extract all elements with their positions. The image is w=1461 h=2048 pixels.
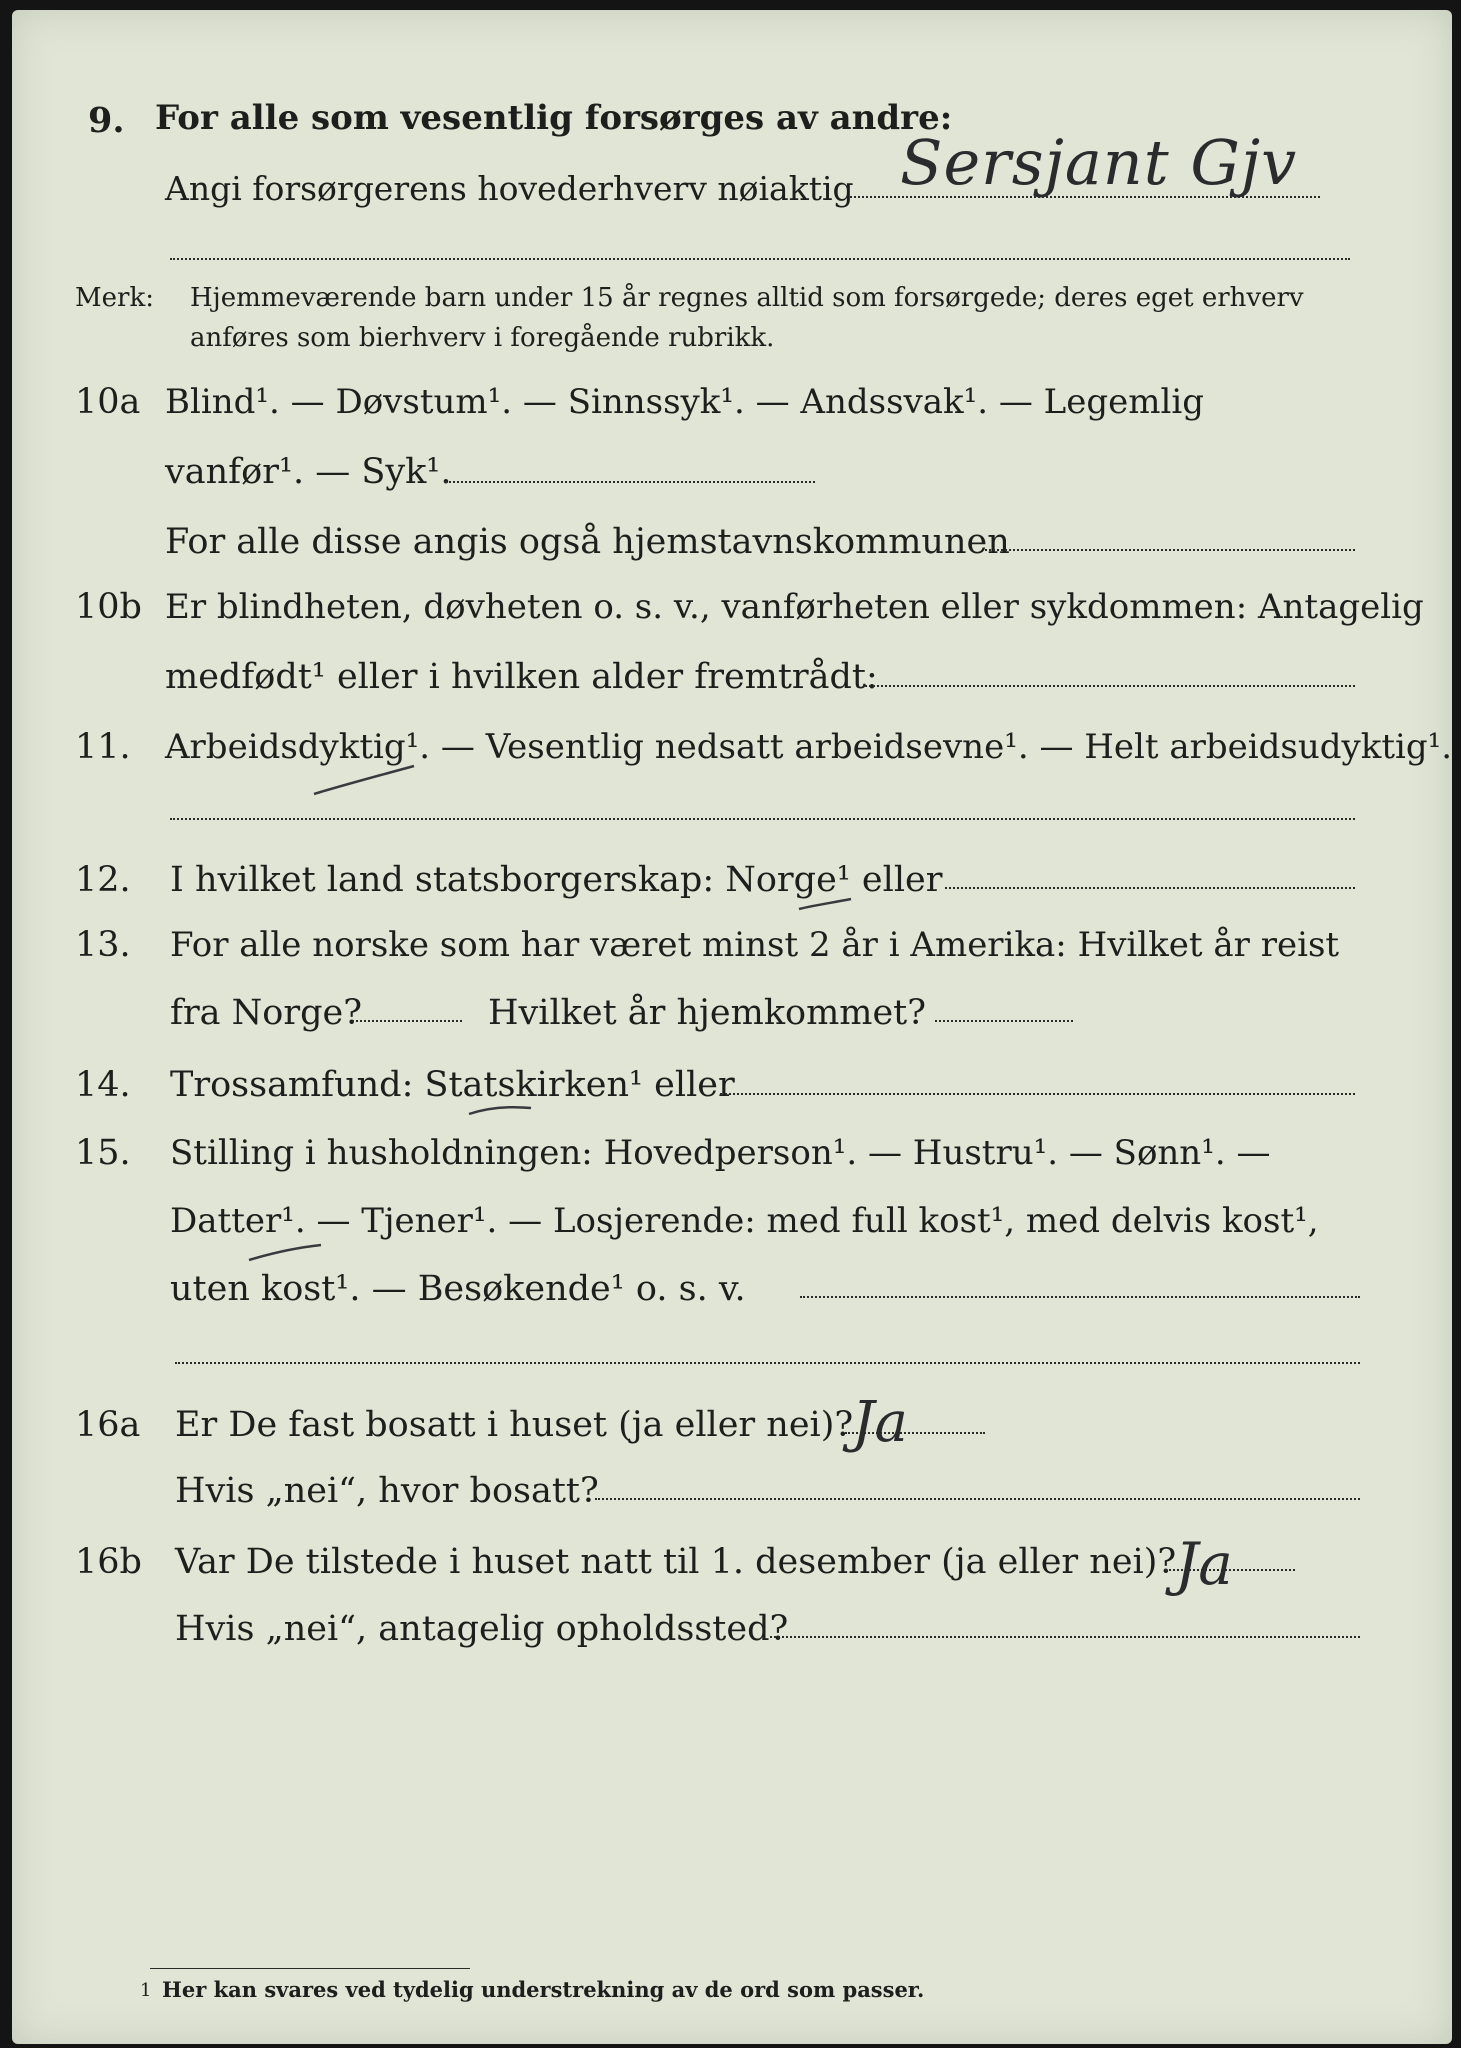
q11-number: 11. [75,727,131,767]
q15-underline-mark [245,1240,325,1266]
q9-prompt: Angi forsørgerens hovederhverv nøiaktig [165,169,854,208]
q14-answer-line [720,1093,1355,1095]
q11-answer-line [170,818,1355,820]
footnote-text: Her kan svares ved tydelig understrekning av de ord som passer. [162,1977,925,2002]
q16a-number: 16a [75,1405,141,1445]
q10a-line-2: vanfør¹. — Syk¹. [165,452,452,492]
q16b-line-1: Var De tilstede i huset natt til 1. desember (ja eller nei)? [175,1542,1177,1582]
q12-line-1: I hvilket land statsborgerskap: Norge¹ eller [170,860,943,900]
q16b-number: 16b [75,1542,142,1582]
q9-heading: For alle som vesentlig forsørges av andre: [155,98,953,138]
q13-line-2b: Hvilket år hjemkommet? [488,993,927,1033]
q12-number: 12. [75,860,131,900]
q16b-answer-line-2 [770,1636,1360,1638]
q16b-line-2: Hvis „nei“, antagelig opholdssted? [175,1609,789,1649]
q10a-answer-line-1 [445,481,815,483]
q16b-handwritten-answer: Ja [1175,1530,1233,1598]
q13-year-left-line [352,1020,462,1022]
q16a-answer-line-2 [595,1498,1360,1500]
q14-number: 14. [75,1065,131,1105]
q16a-answer-line-1 [845,1432,985,1434]
q12-answer-line [945,887,1355,889]
q14-underline-mark [465,1100,535,1120]
q10a-answer-line-2 [985,549,1355,551]
q10a-line-3: For alle disse angis også hjemstavnskommunen [165,522,1010,562]
q14-line-1: Trossamfund: Statskirken¹ eller [170,1065,735,1105]
q9-number: 9. [88,100,125,141]
q16b-answer-line-1 [1165,1569,1295,1571]
q15-answer-line-1 [800,1296,1360,1298]
q16a-line-2: Hvis „nei“, hvor bosatt? [175,1471,599,1511]
q13-line-2a: fra Norge? [170,993,362,1033]
q15-line-3: uten kost¹. — Besøkende¹ o. s. v. [170,1269,746,1309]
q12-underline-mark [795,895,855,915]
q10b-answer-line [865,685,1355,687]
merk-line-1: Hjemmeværende barn under 15 år regnes alltid som forsørgede; deres eget erhverv [190,283,1304,313]
footnote-rule [150,1968,470,1969]
q15-line-1: Stilling i husholdningen: Hovedperson¹. — Hustru¹. — Sønn¹. — [170,1133,1271,1173]
q10a-number: 10a [75,382,141,422]
q15-number: 15. [75,1133,131,1173]
q13-number: 13. [75,925,131,965]
q13-line-1: For alle norske som har været minst 2 år i Amerika: Hvilket år reist [170,925,1340,965]
q10a-line-1: Blind¹. — Døvstum¹. — Sinnssyk¹. — Andssvak¹. — Legemlig [165,382,1204,422]
q15-answer-line-2 [175,1362,1360,1364]
merk-line-2: anføres som bierhverv i foregående rubrikk. [190,323,775,353]
q10b-number: 10b [75,587,142,627]
q11-underline-mark [310,760,420,800]
q16a-line-1: Er De fast bosatt i huset (ja eller nei)? [175,1405,854,1445]
merk-label: Merk: [75,283,154,313]
q10b-line-1: Er blindheten, døvheten o. s. v., vanførheten eller sykdommen: Antagelig [165,587,1424,627]
q10b-line-2: medfødt¹ eller i hvilken alder fremtrådt: [165,657,878,697]
q9-extra-line [170,258,1350,260]
q13-year-returned-line [935,1020,1073,1022]
q16a-handwritten-answer: Ja [852,1390,908,1455]
q11-line-1: Arbeidsdyktig¹. — Vesentlig nedsatt arbeidsevne¹. — Helt arbeidsudyktig¹. [165,727,1453,767]
footnote-marker: 1 [140,1980,152,2001]
q15-line-2: Datter¹. — Tjener¹. — Losjerende: med full kost¹, med delvis kost¹, [170,1201,1319,1241]
q9-handwritten-answer: Sersjant Gjv [900,126,1298,199]
